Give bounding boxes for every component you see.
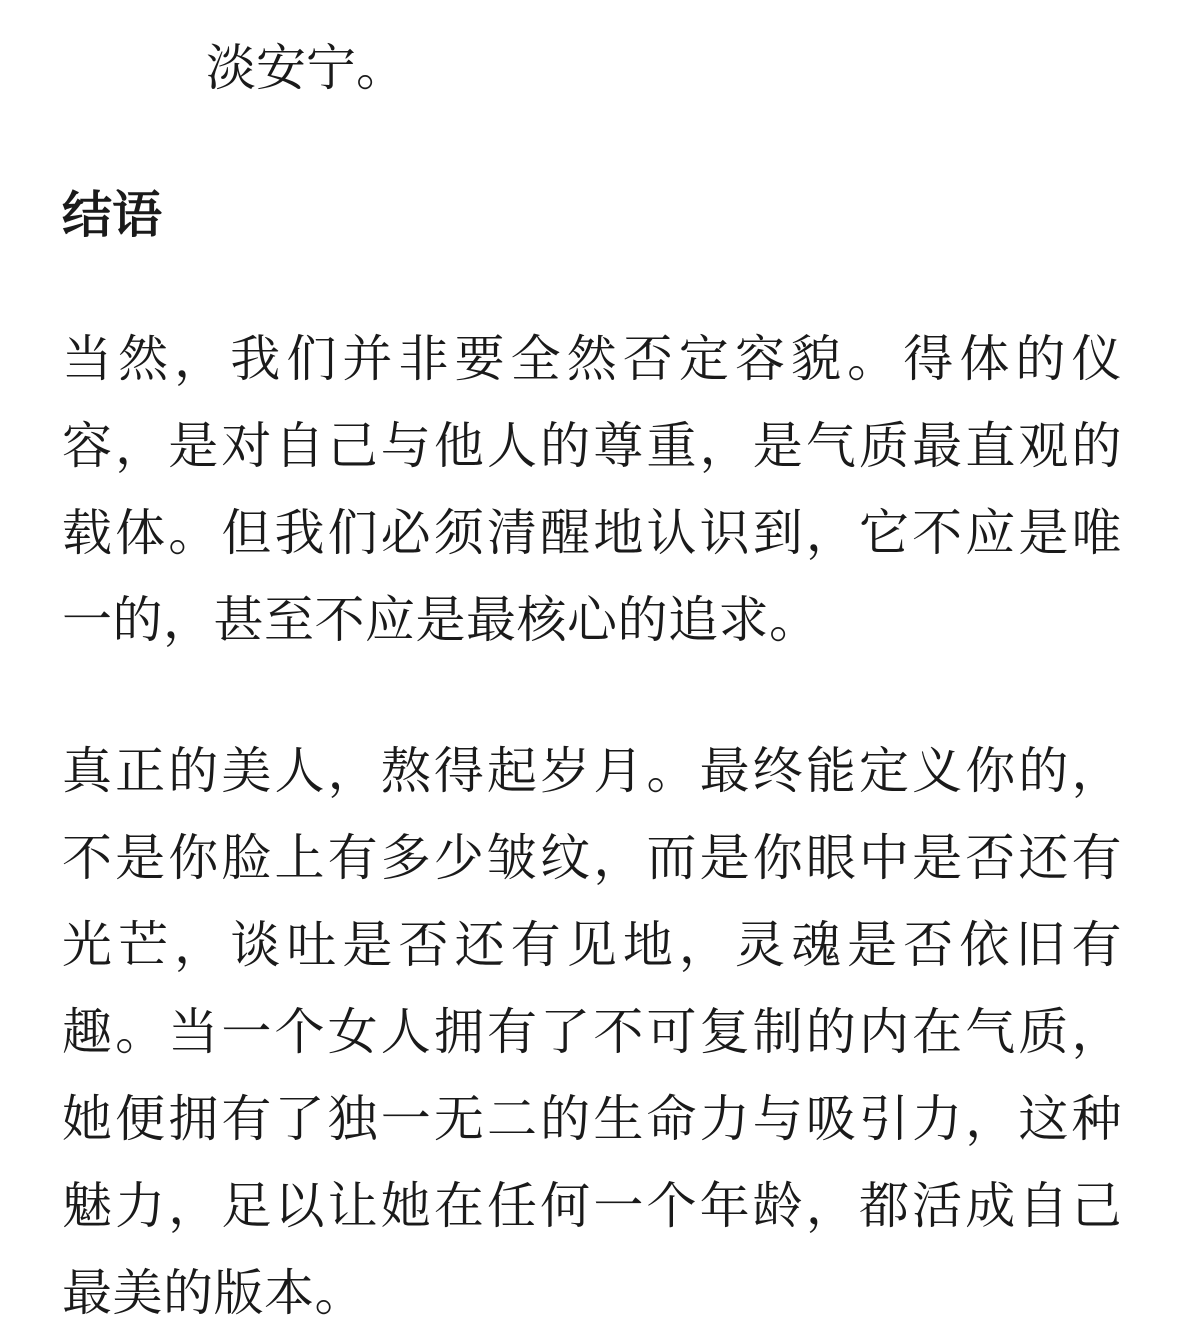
article-fragment-text: 淡安宁。 bbox=[206, 39, 406, 97]
paragraph-2: 真正的美人，熬得起岁月。最终能定义你的，不是你脸上有多少皱纹，而是你眼中是否还有光芒，谈吐是否还有见地，灵魂是否依旧有趣。当一个女人拥有了不可复制的内在气质，她便拥有了独一无二的生命力与吸引力，这种魅力，足以让她在任何一个年龄，都活成自己最美的版本。 bbox=[62, 742, 1122, 1322]
paragraph-1: 当然，我们并非要全然否定容貌。得体的仪容，是对自己与他人的尊重，是气质最直观的载体。但我们必须清醒地认识到，它不应是唯一的，甚至不应是最核心的追求。 bbox=[62, 330, 1122, 649]
section-heading: 结语 bbox=[62, 186, 162, 244]
